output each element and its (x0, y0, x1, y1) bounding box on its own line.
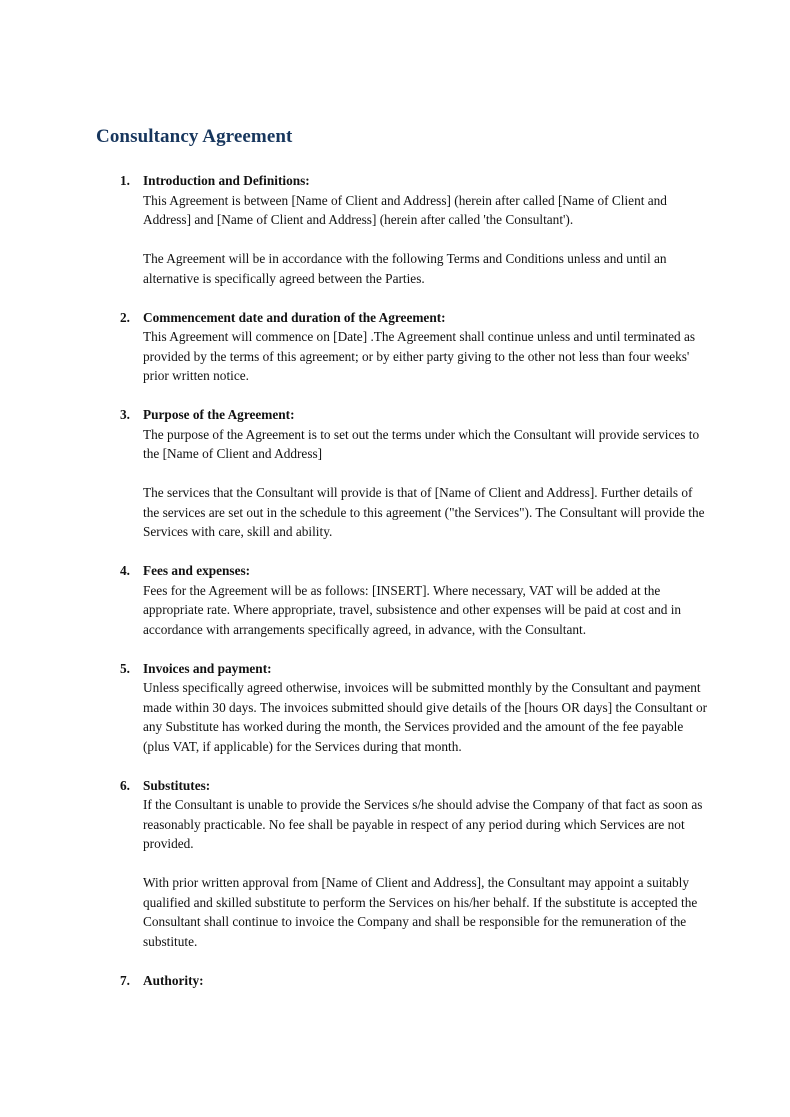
section-number: 2. (120, 309, 130, 325)
section-heading: Introduction and Definitions: (143, 173, 310, 188)
section-introduction (118, 171, 708, 288)
section-authority (118, 971, 708, 991)
section-paragraph: This Agreement is between [Name of Client and Address] (herein after called [Name of Client and Address] and [Name of Client and Address] (herein after called 'the Consultant'). (143, 192, 667, 227)
document-title: Consultancy Agreement (96, 126, 293, 147)
section-invoices (118, 659, 708, 757)
section-paragraph: The purpose of the Agreement is to set out the terms under which the Consultant will provide services to the [Name of Client and Address] (143, 426, 700, 461)
section-paragraph: Unless specifically agreed otherwise, invoices will be submitted monthly by the Consultant and payment made within 30 days. The invoices submitted should give details of the [hours OR days] the Consultant or any Substitute has worked during the month, the Services provided and the amount of the fee payable (plus VAT, if applicable) for the Services during that month. (143, 680, 708, 754)
section-list (118, 171, 708, 1010)
section-number: 1. (120, 173, 130, 188)
section-paragraph: The services that the Consultant will provide is that of [Name of Client and Address]. Further details of the services are set out in the schedule to this agreement ("the Services"). The Consultant will provide the Services with care, skill and ability. (143, 485, 705, 539)
section-purpose (118, 405, 708, 542)
section-heading: Commencement date and duration of the Agreement: (143, 309, 446, 325)
section-heading: Purpose of the Agreement: (143, 407, 295, 422)
section-commencement (118, 308, 708, 386)
section-heading: Fees and expenses: (143, 563, 251, 578)
section-heading: Authority: (143, 972, 204, 988)
section-number: 6. (120, 777, 130, 793)
section-heading: Invoices and payment: (143, 660, 272, 676)
section-substitutes (118, 776, 708, 952)
section-paragraph: The Agreement will be in accordance with the following Terms and Conditions unless and until an alternative is specifically agreed between the Parties. (143, 251, 667, 286)
section-paragraph: Fees for the Agreement will be as follows: [INSERT]. Where necessary, VAT will be added at the appropriate rate. Where appropriate, travel, subsistence and other expenses will be paid at cost and in accordance with arrangements specifically agreed, in advance, with the Consultant. (143, 582, 682, 637)
section-heading: Substitutes: (143, 777, 211, 793)
section-number: 3. (120, 407, 130, 422)
section-fees (118, 561, 708, 639)
section-paragraph: This Agreement will commence on [Date] .The Agreement shall continue unless and until terminated as provided by the terms of this agreement; or by either party giving to the other not less than four weeks' prior written notice. (143, 329, 696, 383)
section-paragraph: If the Consultant is unable to provide the Services s/he should advise the Company of that fact as soon as reasonably practicable. No fee shall be payable in respect of any period during which Services are not provided. (143, 797, 703, 851)
section-number: 5. (120, 660, 130, 676)
section-number: 7. (120, 972, 130, 988)
section-number: 4. (120, 563, 130, 578)
section-paragraph: With prior written approval from [Name of Client and Address], the Consultant may appoint a suitably qualified and skilled substitute to perform the Services on his/her behalf. If the substitute is accepted the Consultant shall continue to invoice the Company and shall be responsible for the remuneration of the substitute. (143, 875, 698, 949)
